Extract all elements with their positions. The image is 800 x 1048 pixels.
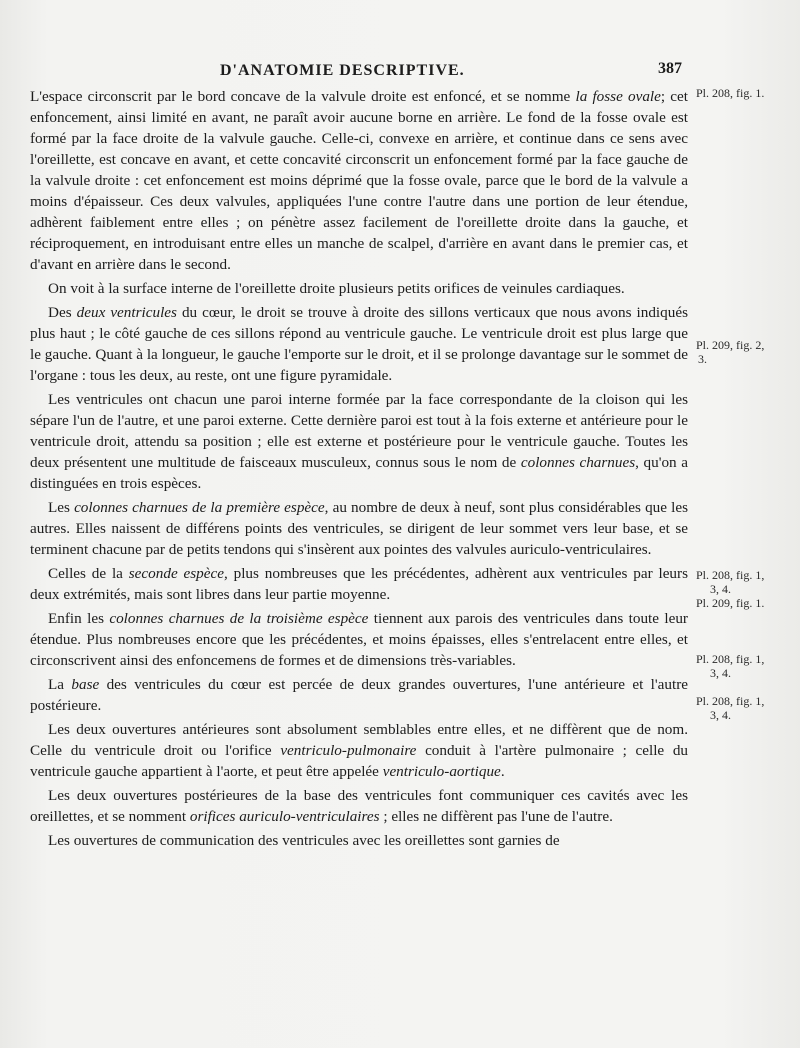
text-run: , plus nombreuses que les précédentes, adhèrent aux ventricules par leurs deux extrémités, mais sont libres dans leur partie moyenne. bbox=[30, 565, 688, 603]
italic-term: base bbox=[71, 676, 100, 693]
paragraph bbox=[30, 497, 688, 560]
text-run: Les deux ouvertures postérieures de la base des ventricules font communiquer ces cavités avec les oreillettes, et se nomment bbox=[30, 787, 688, 825]
text-run: Les ouvertures de communication des ventricules avec les oreillettes sont garnies de bbox=[48, 832, 560, 849]
margin-note-line: Pl. 208, fig. 1, bbox=[696, 568, 765, 582]
paragraph bbox=[30, 830, 688, 851]
margin-note-line: 3. bbox=[698, 352, 707, 366]
italic-term: orifices auriculo-ventriculaires bbox=[189, 808, 380, 825]
margin-note bbox=[696, 568, 796, 610]
text-run: ; elles ne diffèrent pas l'une de l'autre. bbox=[379, 808, 613, 825]
paragraph bbox=[30, 278, 688, 299]
text-run: conduit à l'artère pulmonaire ; celle du ventricule gauche appartient à l'aorte, et peut être appelée bbox=[30, 742, 689, 780]
margin-note-line: Pl. 208, fig. 1, bbox=[696, 694, 765, 708]
italic-term: deux ventricules bbox=[76, 304, 177, 321]
italic-term: colonnes charnues de la troisième espèce bbox=[109, 610, 369, 627]
italic-term: ventriculo-pulmonaire bbox=[280, 742, 417, 759]
paragraph bbox=[30, 674, 688, 716]
text-run: , qu'on a distinguées en trois espèces. bbox=[30, 454, 688, 492]
text-run: ; cet enfoncement, ainsi limité en avant, ne paraît avoir aucune borne en arrière. Le fond de la fosse ovale est formé par la face droite de la valvule gauche. Celle-ci, convexe en arrière, et continue dans ce sens avec l'oreillette, est concave en avant, et cette concavité circonscrit un enfoncement formé par la face gauche de la valvule droite : cet enfoncement est moins déprimé que la fosse ovale, parce que le bord de la valvule a moins d'épaisseur. Ces deux valvules, appliquées l'une contre l'autre dans une portion de leur étendue, adhèrent faiblement entre elles ; on pénètre assez facilement de l'oreillette droite dans la gauche, et réciproquement, en introduisant entre elles un manche de scalpel, d'arrière en avant dans le premier cas, et d'avant en arrière dans le second. bbox=[30, 88, 689, 273]
margin-note-line: Pl. 208, fig. 1. bbox=[696, 86, 765, 100]
margin-note-line: Pl. 209, fig. 1. bbox=[696, 596, 765, 610]
paragraph bbox=[30, 608, 688, 671]
paragraph bbox=[30, 785, 688, 827]
paragraph bbox=[30, 563, 688, 605]
body-text bbox=[30, 86, 688, 854]
text-run: . bbox=[500, 763, 505, 780]
paragraph bbox=[30, 389, 688, 494]
paragraph bbox=[30, 302, 688, 386]
text-run: Les deux ouvertures antérieures sont absolument semblables entre elles, et ne diffèrent que de nom. Celle du ventricule droit ou l'orifice bbox=[30, 721, 688, 759]
margin-note bbox=[696, 338, 796, 366]
text-run: On voit à la surface interne de l'oreillette droite plusieurs petits orifices de veinules cardiaques. bbox=[48, 280, 625, 297]
text-run: des ventricules du cœur est percée de deux grandes ouvertures, l'une antérieure et l'autre postérieure. bbox=[30, 676, 688, 714]
italic-term: ventriculo-aortique bbox=[382, 763, 501, 780]
paragraph bbox=[30, 719, 688, 782]
text-run: Les bbox=[48, 499, 75, 516]
margin-note-line: 3, 4. bbox=[710, 666, 731, 680]
text-run: Enfin les bbox=[48, 610, 110, 627]
margin-note bbox=[696, 652, 796, 680]
italic-term: seconde espèce bbox=[128, 565, 224, 582]
margin-note-line: Pl. 208, fig. 1, bbox=[696, 652, 765, 666]
paragraph bbox=[30, 86, 688, 275]
margin-note bbox=[696, 694, 796, 722]
margin-note bbox=[696, 86, 796, 100]
text-run: La bbox=[48, 676, 72, 693]
text-run: , au nombre de deux à neuf, sont plus considérables que les autres. Elles naissent de différens points des ventricules, se dirigent de leur sommet vers leur base, et se terminent chacune par de petits tendons qui s'insèrent aux pointes des valvules auriculo-ventriculaires. bbox=[30, 499, 688, 558]
italic-term: colonnes charnues bbox=[520, 454, 636, 471]
running-title: D'ANATOMIE DESCRIPTIVE. bbox=[220, 62, 465, 79]
text-run: L'espace circonscrit par le bord concave de la valvule droite est enfoncé, et se nomme bbox=[30, 88, 576, 105]
text-run: Des bbox=[48, 304, 77, 321]
margin-note-line: Pl. 209, fig. 2, bbox=[696, 338, 765, 352]
text-run: Les ventricules ont chacun une paroi interne formée par la face correspondante de la cloison qui les sépare l'un de l'autre, et une paroi externe. Cette dernière paroi est tout à la fois externe et antérieure pour le ventricule droit, attendu sa position ; elle est externe et postérieure pour le ventricule gauche. Toutes les deux présentent une multitude de faisceaux musculeux, connus sous le nom de bbox=[30, 391, 688, 471]
margin-note-line: 3, 4. bbox=[710, 582, 731, 596]
text-run: tiennent aux parois des ventricules dans toute leur étendue. Plus nombreuses encore que les précédentes, et moins épaisses, elles s'entrelacent entre elles, et circonscrivent ainsi des enfoncemens de formes et de dimensions très-variables. bbox=[30, 610, 688, 669]
italic-term: colonnes charnues de la première espèce bbox=[74, 499, 325, 516]
page-number: 387 bbox=[658, 60, 682, 77]
margin-note-line: 3, 4. bbox=[710, 708, 731, 722]
text-run: Celles de la bbox=[48, 565, 129, 582]
text-run: du cœur, le droit se trouve à droite des sillons verticaux que nous avons indiqués plus haut ; le côté gauche de ces sillons répond au ventricule gauche. Le ventricule droit est plus large que le gauche. Quant à la longueur, le gauche l'emporte sur le droit, et il se prolonge davantage sur le sommet de l'organe : tous les deux, au reste, ont une figure pyramidale. bbox=[30, 304, 688, 384]
italic-term: la fosse ovale bbox=[575, 88, 661, 105]
page-header bbox=[30, 60, 690, 82]
